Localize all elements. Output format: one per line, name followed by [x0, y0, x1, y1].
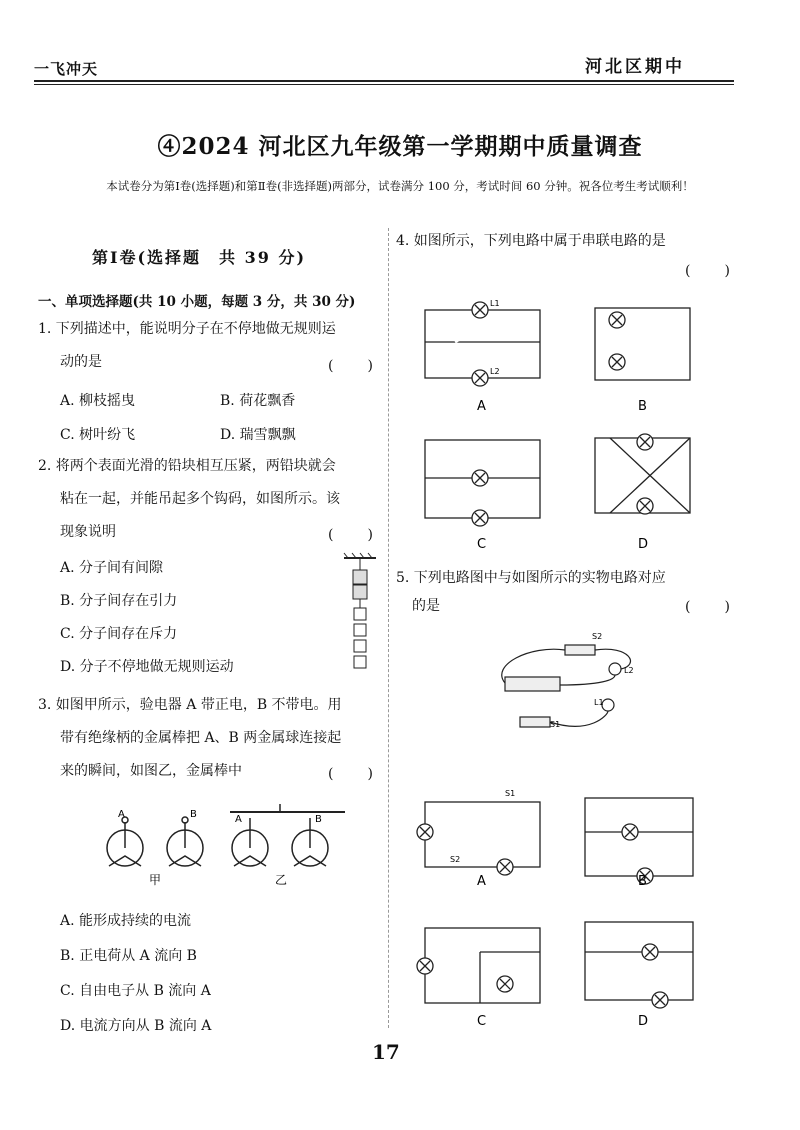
q5-answer-bracket: ( ): [685, 599, 732, 615]
q5-stem-line2: 的是: [412, 598, 440, 614]
column-divider: [388, 228, 389, 1028]
q5-a-label-s2: S2: [450, 855, 461, 864]
q5-choice-a: A: [477, 874, 486, 889]
q5-choice-b: B: [638, 874, 647, 889]
q5-circuit-choices-figure: [405, 780, 735, 1040]
q1-stem-line2: 动的是: [60, 354, 102, 370]
q4-choice-a: A: [477, 399, 486, 414]
header-divider: [34, 80, 734, 82]
q4-lamp-label-l1: L1: [490, 299, 500, 308]
q2-option-b: B. 分子间存在引力: [60, 593, 178, 609]
q2-option-c: C. 分子间存在斥力: [60, 626, 178, 642]
q4-choice-b: B: [638, 399, 647, 414]
q5-physical-circuit-figure: [490, 625, 650, 740]
section-title: 第Ⅰ卷(选择题 共 39 分): [92, 248, 307, 267]
q3-sphere-label-b: B: [190, 809, 197, 820]
q2-lead-blocks-figure: [340, 552, 380, 677]
q5-photo-label-l2: L2: [624, 666, 634, 675]
q2-option-d: D. 分子不停地做无规则运动: [60, 659, 234, 675]
q5-photo-label-l1: L1: [594, 698, 604, 707]
q3-sphere-label-a: A: [118, 809, 125, 820]
q5-choice-c: C: [477, 1014, 487, 1029]
q3-option-b: B. 正电荷从 A 流向 B: [60, 948, 197, 964]
q1-option-c: C. 树叶纷飞: [60, 427, 136, 443]
q5-photo-label-s2: S2: [592, 632, 603, 641]
q3-fig-label-jia: 甲: [149, 873, 162, 887]
q3-sphere-label-a2: A: [235, 814, 242, 825]
exam-intro: 本试卷分为第Ⅰ卷(选择题)和第Ⅱ卷(非选择题)两部分，试卷满分 100 分，考试时间 60 分钟。祝各位考生考试顺利！: [106, 179, 694, 193]
q4-stem: 4. 如图所示，下列电路中属于串联电路的是: [396, 233, 666, 249]
q5-photo-label-s1: S1: [550, 720, 561, 729]
q3-answer-bracket: ( ): [328, 766, 375, 782]
q5-stem-line1: 5. 下列电路图中与如图所示的实物电路对应: [396, 570, 666, 586]
region-label: 河北区期中: [585, 57, 685, 77]
subsection-title: 一、单项选择题(共 10 小题，每题 3 分，共 30 分): [38, 294, 356, 310]
q3-option-c: C. 自由电子从 B 流向 A: [60, 983, 211, 999]
q4-circuits-figure: [405, 290, 735, 560]
q2-stem-line1: 2. 将两个表面光滑的铅块相互压紧，两铅块就会: [38, 458, 336, 474]
q2-stem-line3: 现象说明: [60, 524, 116, 540]
q3-stem-line1: 3. 如图甲所示，验电器 A 带正电，B 不带电。用: [38, 697, 342, 713]
q1-answer-bracket: ( ): [328, 358, 375, 374]
exam-title: ④2024 河北区九年级第一学期期中质量调查: [157, 133, 643, 160]
q2-answer-bracket: ( ): [328, 527, 375, 543]
q3-sphere-label-b2: B: [315, 814, 322, 825]
q4-choice-c: C: [477, 537, 487, 552]
q1-option-b: B. 荷花飘香: [220, 393, 296, 409]
q3-option-d: D. 电流方向从 B 流向 A: [60, 1018, 212, 1034]
q4-lamp-label-l2: L2: [490, 367, 500, 376]
header-divider-thin: [34, 84, 734, 85]
q3-stem-line3: 来的瞬间，如图乙，金属棒中: [60, 763, 242, 779]
q3-stem-line2: 带有绝缘柄的金属棒把 A、B 两金属球连接起: [60, 730, 342, 746]
brand-logo: 一飞冲天: [34, 60, 99, 78]
q1-stem-line1: 1. 下列描述中，能说明分子在不停地做无规则运: [38, 321, 336, 337]
q3-option-a: A. 能形成持续的电流: [60, 913, 192, 929]
q3-electroscope-figure: [95, 800, 355, 890]
q4-choice-d: D: [638, 537, 649, 552]
q3-fig-label-yi: 乙: [275, 873, 288, 887]
q2-stem-line2: 粘在一起，并能吊起多个钩码，如图所示。该: [60, 491, 340, 507]
q1-option-d: D. 瑞雪飘飘: [220, 427, 296, 443]
q5-choice-d: D: [638, 1014, 649, 1029]
q4-answer-bracket: ( ): [685, 263, 732, 279]
q1-option-a: A. 柳枝摇曳: [60, 393, 136, 409]
q2-option-a: A. 分子间有间隙: [60, 560, 164, 576]
q5-a-label-s1: S1: [505, 789, 516, 798]
page-number: 17: [372, 1040, 400, 1064]
